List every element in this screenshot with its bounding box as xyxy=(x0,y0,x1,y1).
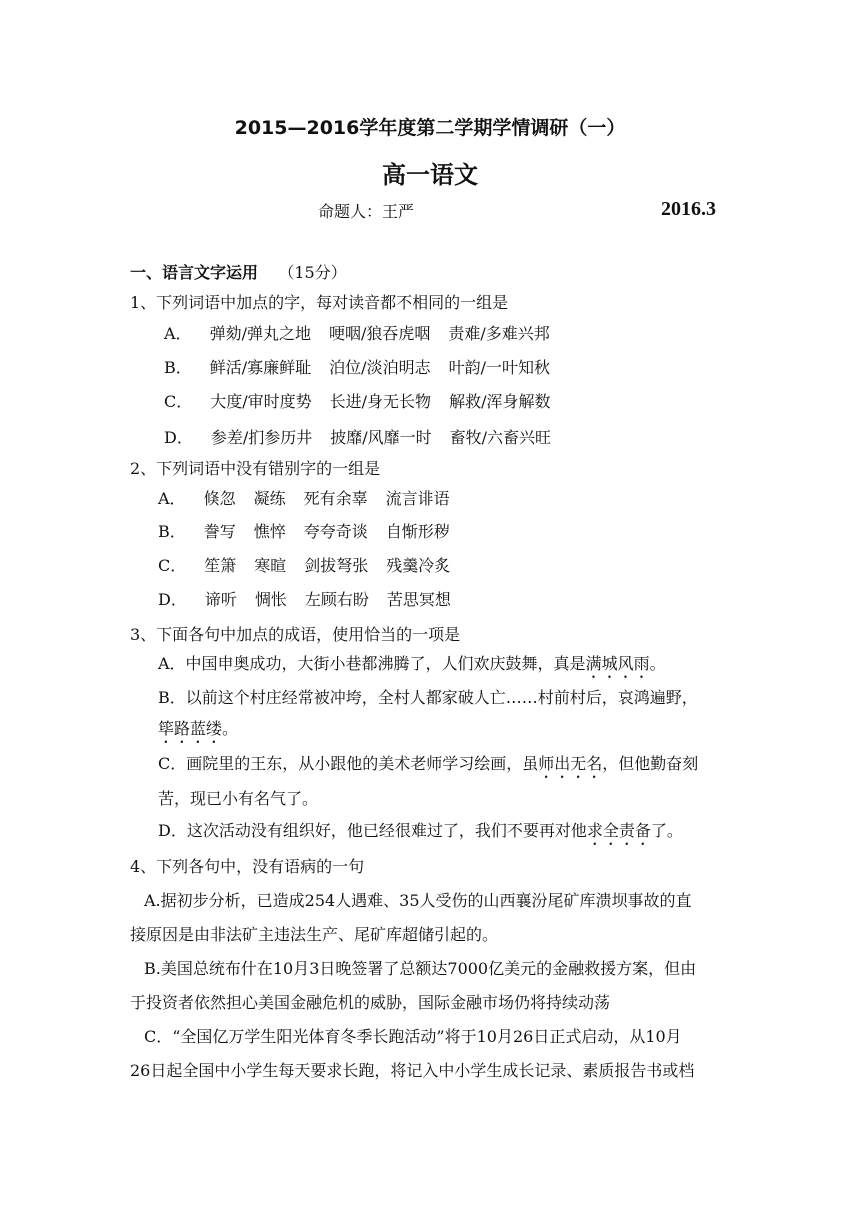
q4-option-c-line2: 26日起全国中小学生每天要求长跑，将记入中小学生成长记录、素质报告书或档 xyxy=(130,1061,695,1080)
q3-option-b-line1: B．以前这个村庄经常被冲垮，全村人都家破人亡……村前村后，哀鸿遍野， xyxy=(158,688,698,707)
q4-option-c-line1: C．“全国亿万学生阳光体育冬季长跑活动”将于10月26日正式启动，从10月 xyxy=(144,1027,682,1046)
q2-option-d: D． 谛听 惆怅 左顾右盼 苦思冥想 xyxy=(158,590,451,609)
question-4-stem: 4、下列各句中，没有语病的一句 xyxy=(130,857,365,876)
exam-title: 2015—2016学年度第二学期学情调研（一） xyxy=(234,117,626,139)
section-points: （15分） xyxy=(278,263,347,282)
question-1-stem: 1、下列词语中加点的字，每对读音都不相同的一组是 xyxy=(130,293,509,312)
q4-option-a-line2: 接原因是由非法矿主违法生产、尾矿库超储引起的。 xyxy=(130,925,499,944)
q3-option-d: D．这次活动没有组织好，他已经很难过了，我们不要再对他求全责备了。 xyxy=(158,821,683,840)
q4-option-a-line1: A.据初步分析，已造成254人遇难、35人受伤的山西襄汾尾矿库溃坝事故的直 xyxy=(144,891,692,910)
exam-date: 2016.3 xyxy=(661,198,716,220)
q1-option-a: A． 弹劾/弹丸之地 哽咽/狼吞虎咽 责难/多难兴邦 xyxy=(164,324,550,343)
question-3-stem: 3、下面各句中加点的成语，使用恰当的一项是 xyxy=(130,625,461,644)
q2-option-b: B． 誊写 憔悴 夸夸奇谈 自惭形秽 xyxy=(158,522,450,541)
q2-option-a: A． 倏忽 凝练 死有余辜 流言诽语 xyxy=(158,489,450,508)
q1-option-c: C． 大度/审时度势 长进/身无长物 解救/浑身解数 xyxy=(164,392,551,411)
q1-option-d: D． 参差/扪参历井 披靡/风靡一时 畜牧/六畜兴旺 xyxy=(164,428,552,447)
section-heading xyxy=(130,263,347,283)
question-2-stem: 2、下列词语中没有错别字的一组是 xyxy=(130,459,381,478)
q4-option-b-line2: 于投资者依然担心美国金融危机的威胁，国际金融市场仍将持续动荡 xyxy=(130,993,611,1012)
q3-option-b-line2: 筚路蓝缕。 xyxy=(158,719,239,738)
q4-option-b-line1: B.美国总统布什在10月3日晚签署了总额达7000亿美元的金融救援方案，但由 xyxy=(144,959,697,978)
subject-title: 高一语文 xyxy=(382,161,478,189)
author-line: 命题人：王严 xyxy=(318,202,415,221)
q3-option-c-line1: C．画院里的王东，从小跟他的美术老师学习绘画，虽师出无名，但他勤奋刻 xyxy=(158,754,699,773)
q2-option-c: C． 笙箫 寒暄 剑拔弩张 残羹冷炙 xyxy=(158,556,451,575)
section-label: 一、语言文字运用 xyxy=(130,263,259,282)
q3-option-c-line2: 苦，现已小有名气了。 xyxy=(158,789,319,808)
q3-option-a: A．中国申奥成功，大街小巷都沸腾了，人们欢庆鼓舞，真是满城风雨。 xyxy=(158,654,666,673)
q1-option-b: B． 鲜活/寡廉鲜耻 泊位/淡泊明志 叶韵/一叶知秋 xyxy=(164,358,550,377)
